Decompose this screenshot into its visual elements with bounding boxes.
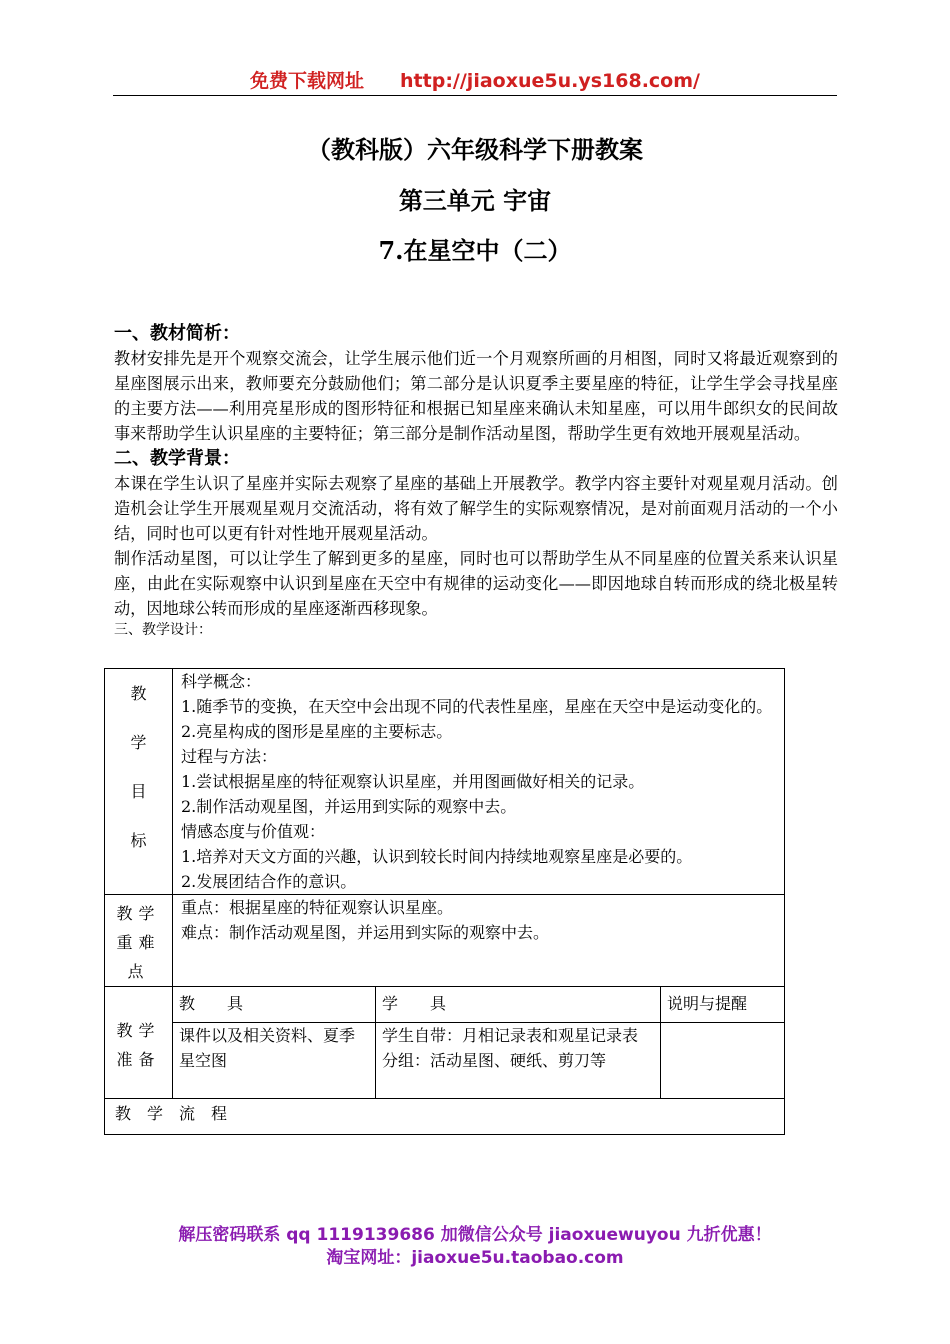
section-3-heading: 三、教学设计：	[114, 622, 212, 638]
goal-line: 1.随季节的变换，在天空中会出现不同的代表性星座，星座在天空中是运动变化的。	[181, 697, 773, 716]
goal-line: 1.尝试根据星座的特征观察认识星座，并用图画做好相关的记录。	[181, 772, 645, 791]
goal-line: 2.亮星构成的图形是星座的主要标志。	[181, 722, 453, 741]
prep-header-row	[105, 987, 785, 1023]
goals-row	[105, 669, 785, 895]
download-url-link[interactable]: http://jiaoxue5u.ys168.com/	[400, 70, 700, 92]
key-point: 重点：根据星座的特征观察认识星座。	[181, 898, 454, 917]
goals-content	[173, 669, 785, 895]
key-points-label: 教学重难点	[105, 895, 173, 987]
goal-line: 过程与方法：	[181, 747, 278, 766]
main-title: （教科版）六年级科学下册教案	[307, 135, 643, 164]
lesson-title: 7.在星空中（二）	[378, 236, 572, 265]
prep-label: 教学准备	[105, 987, 173, 1099]
goals-label: 教 学 目 标	[105, 669, 173, 895]
section-1-heading: 一、教材简析：	[114, 323, 240, 344]
goal-line: 1.培养对天文方面的兴趣，认识到较长时间内持续地观察星座是必要的。	[181, 847, 693, 866]
key-points-row	[105, 895, 785, 987]
teacher-tools: 课件以及相关资料、夏季星空图	[173, 1023, 376, 1099]
difficult-point: 难点：制作活动观星图，并运用到实际的观察中去。	[181, 923, 550, 942]
footer-contact: 解压密码联系 qq 1119139686 加微信公众号 jiaoxuewuyou 九折优惠！	[178, 1225, 772, 1245]
document-body	[114, 321, 838, 639]
goal-line: 科学概念：	[181, 672, 262, 691]
download-header	[0, 66, 950, 93]
section-2-text-1: 本课在学生认识了星座并实际去观察了星座的基础上开展教学。教学内容主要针对观星观月活动。创造机会让学生开展观星观月交流活动，将有效了解学生的实际观察情况，是对前面观月活动的一个小结，同时也可以更有针对性地开展观星活动。	[114, 474, 838, 543]
flow-row	[105, 1099, 785, 1135]
key-points-content	[173, 895, 785, 987]
student-tools-header: 学 具	[376, 987, 661, 1023]
header-rule	[113, 95, 837, 96]
notes-header: 说明与提醒	[661, 987, 785, 1023]
unit-title: 第三单元 宇宙	[398, 186, 552, 215]
flow-label: 教 学 流 程	[105, 1099, 785, 1135]
goal-line: 2.发展团结合作的意识。	[181, 872, 357, 891]
notes-cell	[661, 1023, 785, 1099]
goal-line: 情感态度与价值观：	[181, 822, 326, 841]
footer-taobao-link[interactable]: 淘宝网址：jiaoxue5u.taobao.com	[326, 1248, 624, 1268]
student-tools: 学生自带：月相记录表和观星记录表 分组：活动星图、硬纸、剪刀等	[376, 1023, 661, 1099]
section-1-text: 教材安排先是开个观察交流会，让学生展示他们近一个月观察所画的月相图，同时又将最近观察到的星座图展示出来，教师要充分鼓励他们；第二部分是认识夏季主要星座的特征，让学生学会寻找星座的主要方法——利用亮星形成的图形特征和根据已知星座来确认未知星座，可以用牛郎织女的民间故事来帮助学生认识星座的主要特征；第三部分是制作活动星图，帮助学生更有效地开展观星活动。	[114, 349, 838, 443]
download-label: 免费下载网址	[250, 70, 365, 92]
lesson-plan-table	[104, 668, 785, 1135]
teacher-tools-header: 教 具	[173, 987, 376, 1023]
goal-line: 2.制作活动观星图，并运用到实际的观察中去。	[181, 797, 517, 816]
prep-content-row	[105, 1023, 785, 1099]
section-2-text-2: 制作活动星图，可以让学生了解到更多的星座，同时也可以帮助学生从不同星座的位置关系来认识星座，由此在实际观察中认识到星座在天空中有规律的运动变化——即因地球自转而形成的绕北极星转动，因地球公转而形成的星座逐渐西移现象。	[114, 549, 838, 618]
section-2-heading: 二、教学背景：	[114, 448, 240, 469]
